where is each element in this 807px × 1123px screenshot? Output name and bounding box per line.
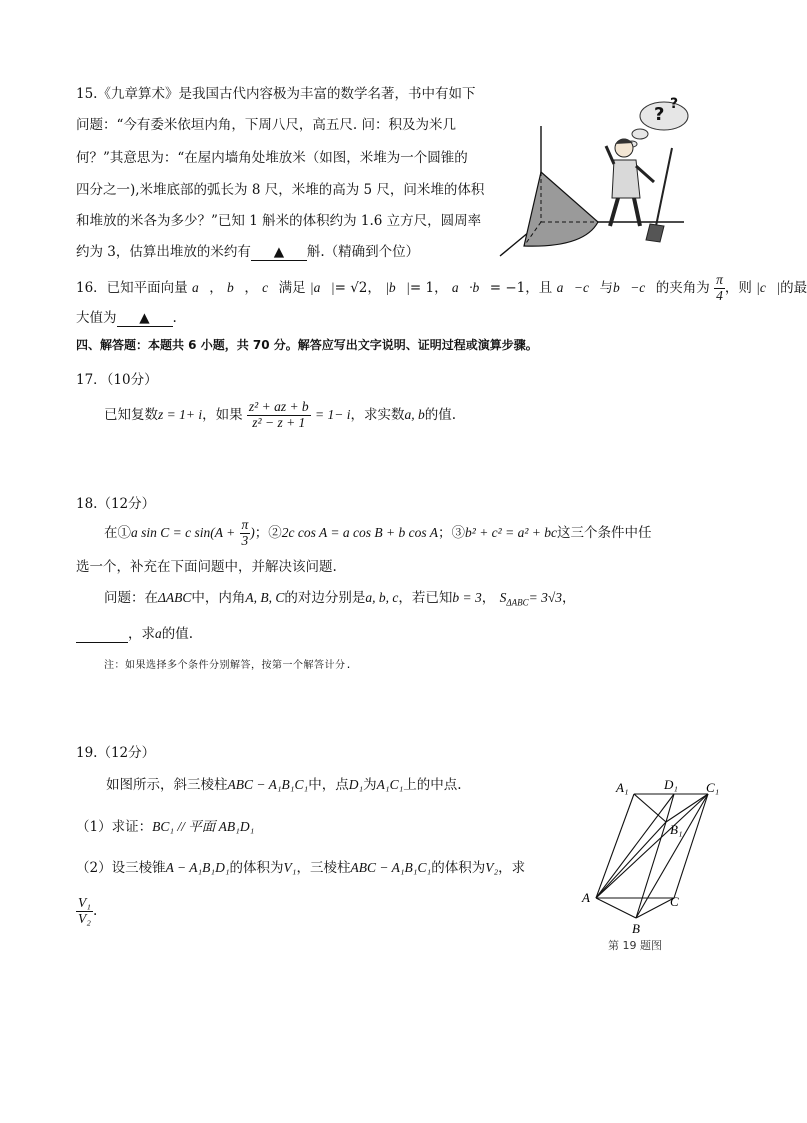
prism-figure — [574, 776, 734, 936]
q17-text-end: 的值. — [424, 406, 457, 423]
volume-V2: V₂ — [485, 860, 499, 875]
pi-over-3-num: π — [241, 517, 249, 532]
q16-text-d: ， — [367, 279, 381, 296]
q16-text-i: ，则 — [724, 279, 752, 296]
q16-eq2: = 1 — [409, 279, 435, 296]
label-A: A — [582, 890, 590, 905]
segment-A1C1: A₁C₁ — [376, 777, 404, 792]
q18-l4-b: ，求 — [128, 626, 155, 642]
point-D1: D₁ — [348, 777, 364, 792]
q18-l1-d: 这三个条件中任 — [556, 524, 652, 541]
q17-z: z = 1+ i — [158, 406, 203, 422]
area-subscript: ΔABC — [506, 597, 529, 608]
figure-caption: 第 19 题图 — [608, 939, 662, 952]
angle-numerator: π — [716, 272, 723, 287]
condition-1-close: ) — [250, 524, 255, 540]
angle-denominator: 4 — [716, 287, 723, 303]
area-value: = 3√3 — [528, 590, 563, 605]
q18-l3-f: ， — [562, 590, 576, 606]
label-B1: B₁ — [670, 822, 683, 837]
q19-p2-a: （2）设三棱锥 — [76, 860, 166, 876]
q19-p2-d: 的体积为 — [431, 860, 486, 876]
condition-blank — [76, 626, 128, 643]
condition-1: a sin C = c sin(A + — [131, 524, 236, 540]
vector-a: a⃗ — [191, 279, 210, 295]
label-D1: D₁ — [664, 777, 678, 792]
diff-a-c: a⃗−c⃗ — [556, 279, 600, 295]
q15-line6-text-b: 斛.（精确到个位） — [306, 244, 420, 260]
blank-marker-triangle: ▲ — [139, 310, 150, 326]
angles-abc: A, B, C — [245, 590, 285, 605]
q17-rhs: = 1− i — [314, 406, 351, 422]
q16-text-f: ，且 — [525, 279, 553, 296]
q17-heading: 17．（10分） — [76, 372, 158, 388]
q18-heading: 18.（12分） — [76, 496, 156, 512]
norm-a: |a⃗| — [309, 279, 335, 295]
q18-l3-b: 中，内角 — [191, 590, 246, 606]
volume-V1: V₁ — [283, 860, 297, 875]
ratio-denominator: V₂ — [78, 910, 91, 926]
q19-heading: 19.（12分） — [76, 745, 156, 761]
area-symbol — [499, 590, 529, 608]
label-C1: C₁ — [706, 780, 720, 795]
q18-l3-d: ，若已知 — [398, 590, 453, 606]
q18-var-a: a — [155, 626, 162, 641]
sides-abc: a, b, c — [365, 590, 399, 605]
q16-text-g: 与 — [599, 279, 613, 296]
dot-ab: a⃗·b⃗ — [451, 279, 490, 295]
q17-body — [104, 400, 456, 431]
q19-part1 — [76, 815, 254, 835]
norm-c: |c⃗| — [756, 279, 781, 295]
label-A1: A₁ — [616, 780, 629, 795]
q18-l1-b: ；② — [254, 524, 282, 541]
q18-l3-c: 的对边分别是 — [284, 590, 366, 606]
q15-line2: 问题：“今有委米依垣内角，下周八尺，高五尺. 问：积及为米几 — [76, 117, 456, 133]
q16-text-b2: ， — [244, 279, 258, 296]
q15-line6 — [76, 240, 419, 261]
blank-marker-triangle: ▲ — [273, 244, 285, 260]
section-header: 四、解答题：本题共 6 小题，共 70 分。解答应写出文字说明、证明过程或演算步骤。 — [76, 338, 538, 352]
q15-line3: 何？”其意思为：“在屋内墙角处堆放米（如图，米堆为一个圆锥的 — [76, 150, 468, 166]
q19-line1 — [106, 773, 462, 793]
q16-line2-text: 大值为 — [76, 310, 117, 326]
q19-l1-b: 中，点 — [308, 777, 349, 793]
q19-l1-c: 为 — [363, 777, 377, 793]
answer-blank-16 — [117, 310, 173, 327]
condition-2: 2c cos A = a cos B + b cos A — [281, 524, 439, 540]
ratio-numerator: V₁ — [78, 895, 91, 910]
q19-ratio — [76, 896, 97, 927]
q15-line5: 和堆放的米各为多少？”已知 1 斛米的体积约为 1.6 立方尺，圆周率 — [76, 213, 482, 229]
rice-pile-figure — [494, 86, 694, 262]
q18-l3-a: 问题：在 — [104, 590, 158, 606]
q18-l1-a: 在① — [104, 524, 131, 541]
q18-line4 — [76, 622, 193, 643]
q19-p2-c: ，三棱柱 — [296, 860, 351, 876]
q19-p1-statement: BC₁ // 平面 AB₁D₁ — [152, 819, 255, 834]
q18-l1-c: ；③ — [438, 524, 466, 541]
q18-l3-e: ， — [481, 590, 496, 606]
prism-name: ABC − A₁B₁C₁ — [227, 777, 309, 792]
q16-text-e: ， — [434, 279, 448, 296]
q16-text-c: 满足 — [278, 279, 306, 296]
q18-note: 注：如果选择多个条件分别解答，按第一个解答计分. — [104, 660, 353, 671]
q16-line1 — [76, 273, 807, 304]
q18-line2: 选一个，补充在下面问题中，并解决该问题. — [76, 559, 337, 575]
q15-line6-text-a: 约为 3，估算出堆放的米约有 — [76, 244, 251, 260]
q16-text-j: 的最 — [780, 279, 807, 296]
pyramid-name: A − A₁B₁D₁ — [165, 860, 230, 875]
q19-l1-d: 上的中点. — [403, 777, 462, 793]
q16-line2 — [76, 306, 177, 327]
q16-eq1: = √2 — [334, 279, 368, 296]
q19-p2-e: ，求 — [498, 860, 526, 876]
diff-b-c: b⃗−c⃗ — [612, 279, 656, 295]
q19-l1-a: 如图所示，斜三棱柱 — [106, 777, 228, 793]
q16-eq3: = −1 — [489, 279, 526, 296]
q17-ab: a, b — [404, 406, 425, 422]
q17-numerator: z² + az + b — [248, 399, 309, 414]
q17-text-mid: ，如果 — [202, 406, 243, 423]
svg-text:?: ? — [670, 96, 679, 112]
q15-line4: 四分之一),米堆底部的弧长为 8 尺，米堆的高为 5 尺，问米堆的体积 — [76, 182, 485, 198]
label-B: B — [632, 921, 640, 936]
q16-text-a: 16．已知平面向量 — [76, 279, 188, 296]
label-C: C — [670, 894, 679, 909]
prism-name-2: ABC − A₁B₁C₁ — [350, 860, 432, 875]
q17-text-post: ，求实数 — [350, 406, 405, 423]
q16-text-b: ， — [209, 279, 223, 296]
q19-part2 — [76, 856, 525, 876]
q18-line3 — [104, 586, 576, 608]
answer-blank-15 — [251, 244, 307, 261]
q18-l4-c: 的值. — [161, 626, 194, 642]
q19-p2-b: 的体积为 — [229, 860, 284, 876]
b-equals-3: b = 3 — [452, 590, 482, 605]
q16-end: . — [172, 310, 177, 326]
pi-over-3 — [240, 518, 251, 549]
q17-fraction — [247, 400, 311, 431]
condition-3: b² + c² = a² + bc — [465, 524, 557, 540]
volume-ratio — [76, 896, 93, 927]
svg-text:?: ? — [654, 104, 665, 125]
area-S: S — [499, 590, 507, 605]
vector-b: b⃗ — [227, 279, 245, 295]
q17-text-pre: 已知复数 — [104, 406, 158, 423]
q19-p1-a: （1）求证： — [76, 819, 153, 835]
triangle-abc: ΔABC — [158, 590, 192, 605]
pi-over-3-den: 3 — [241, 532, 249, 548]
ratio-end: . — [92, 902, 98, 919]
q17-denominator: z² − z + 1 — [252, 414, 306, 430]
q15-line1: 15.《九章算术》是我国古代内容极为丰富的数学名著，书中有如下 — [76, 86, 476, 102]
q16-text-h: 的夹角为 — [655, 279, 710, 296]
angle-fraction — [714, 273, 725, 304]
vector-c: c⃗ — [262, 279, 279, 295]
q18-line1 — [104, 518, 651, 549]
norm-b: |b⃗| — [385, 279, 410, 295]
